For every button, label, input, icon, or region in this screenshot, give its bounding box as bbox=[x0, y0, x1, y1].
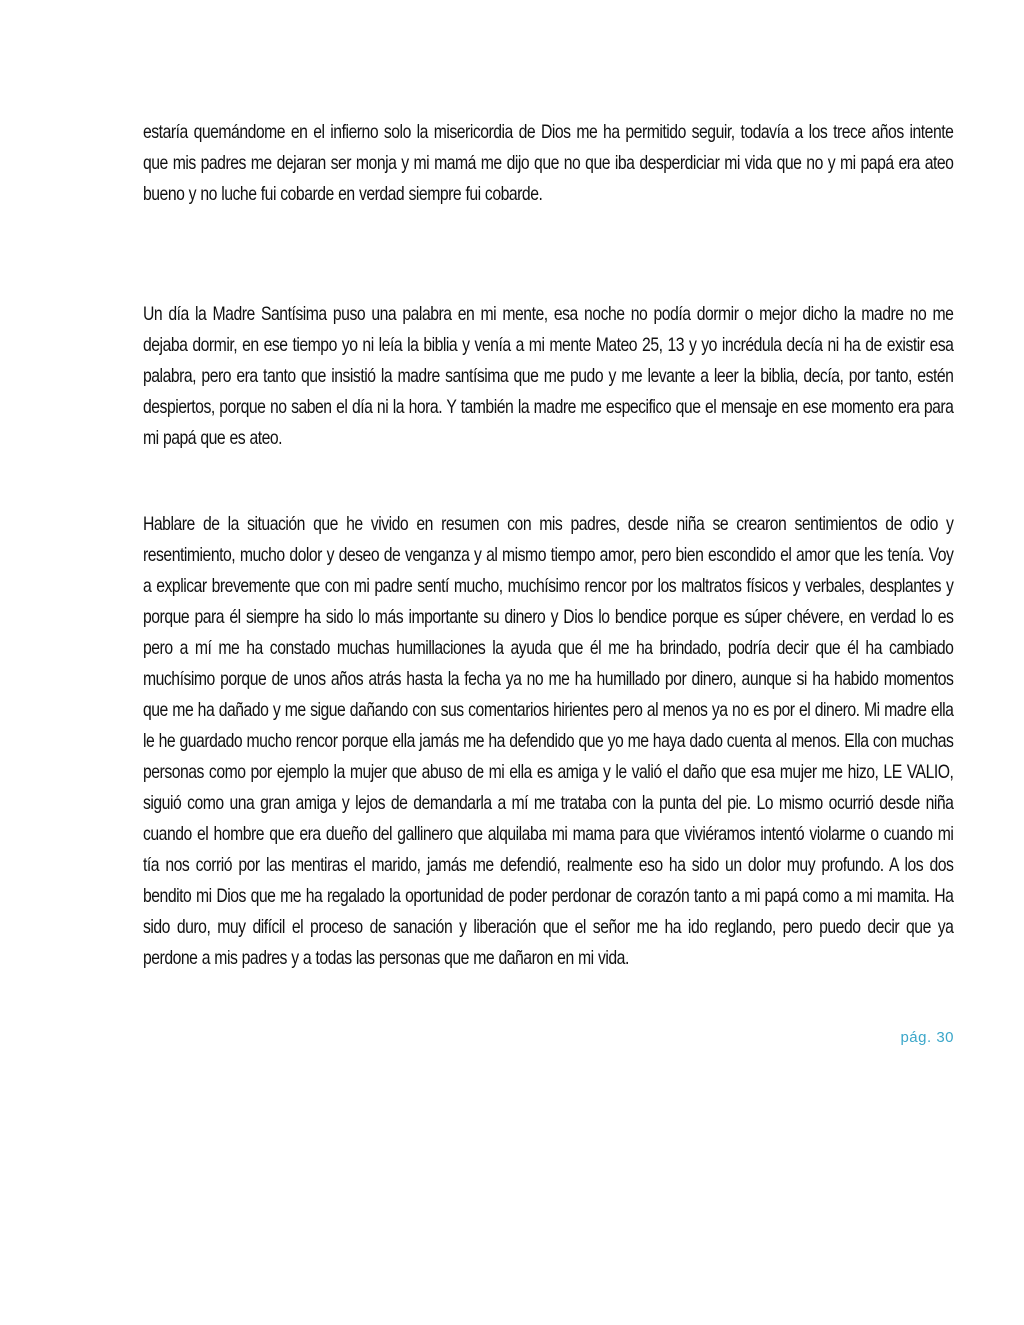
paragraph-1: estaría quemándome en el infierno solo la misericordia de Dios me ha permitido seguir, todavía a los trece años intente que mis padres me dejaran ser monja y mi mamá me dijo que no que iba desperdiciar mi vida que no y mi papá era ateo bueno y no luche fui cobarde en verdad siempre fui cobarde. bbox=[143, 121, 954, 205]
page-number: pág. 30 bbox=[900, 1029, 954, 1046]
paragraph-2: Un día la Madre Santísima puso una palabra en mi mente, esa noche no podía dormir o mejor dicho la madre no me dejaba dormir, en ese tiempo yo ni leía la biblia y venía a mi mente Mateo 25, 13 y yo incrédula decía ni ha de existir esa palabra, pero era tanto que insistió la madre santísima que me pudo y me levante a leer la biblia, decía, por tanto, estén despiertos, porque no saben el día ni la hora. Y también la madre me especifico que el mensaje en ese momento era para mi papá que es ateo. bbox=[143, 303, 954, 449]
paragraph-3: Hablare de la situación que he vivido en resumen con mis padres, desde niña se crearon sentimientos de odio y resentimiento, mucho dolor y deseo de venganza y al mismo tiempo amor, pero bien escondido el amor que les tenía. Voy a explicar brevemente que con mi padre sentí mucho, muchísimo rencor por los maltratos físicos y verbales, desplantes y porque para él siempre ha sido lo más importante su dinero y Dios lo bendice porque es súper chévere, en verdad lo es pero a mí me ha constado muchas humillaciones la ayuda que él me ha brindado, podría decir que él ha cambiado muchísimo porque de unos años atrás hasta la fecha ya no me ha humillado por dinero, aunque si ha habido momentos que me ha dañado y me sigue dañando con sus comentarios hirientes pero al menos ya no es por el dinero. Mi madre ella le he guardado mucho rencor porque ella jamás me ha defendido que yo me haya dado cuenta al menos. Ella con muchas personas como por ejemplo la mujer que abuso de mi ella es amiga y le valió el daño que esa mujer me hizo, LE VALIO, siguió como una gran amiga y lejos de demandarla a mí me trataba con la punta del pie. Lo mismo ocurrió desde niña cuando el hombre que era dueño del gallinero que alquilaba mi mama para que viviéramos intentó violarme o cuando mi tía nos corrió por las mentiras el marido, jamás me defendió, realmente eso ha sido un dolor muy profundo. A los dos bendito mi Dios que me ha regalado la oportunidad de poder perdonar de corazón tanto a mi papá como a mi mamita. Ha sido duro, muy difícil el proceso de sanación y liberación que el señor me ha ido reglando, pero puedo decir que ya perdone a mis padres y a todas las personas que me dañaron en mi vida. bbox=[143, 513, 954, 969]
